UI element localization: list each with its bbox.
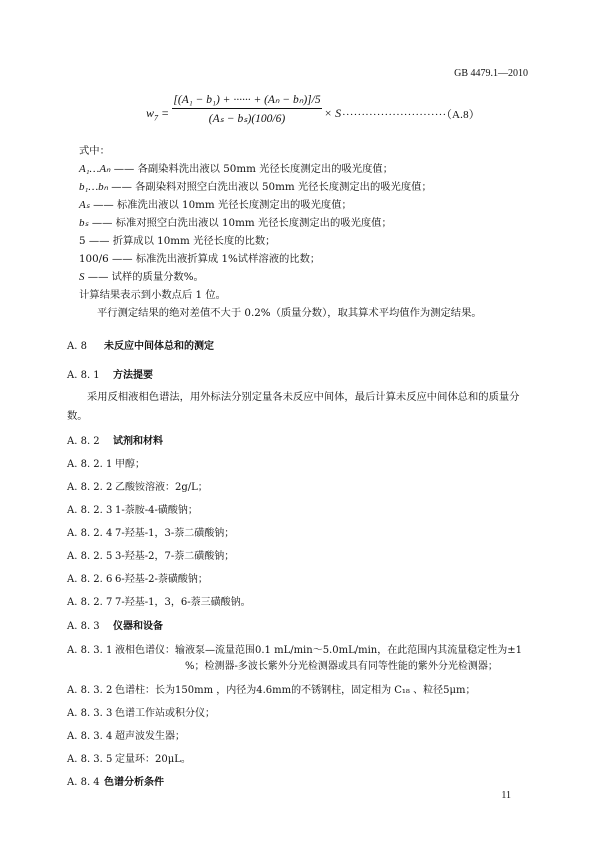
def-bs [79, 216, 392, 230]
section-title: 色谱分析条件 [104, 777, 164, 788]
def-text: —— 折算成以 10mm 光径长度的比数； [85, 235, 276, 247]
def-text: —— 各副染料洗出液以 50mm 光径长度测定出的吸光度值； [110, 163, 393, 175]
def-5 [79, 234, 275, 248]
def-s [79, 270, 204, 284]
item-text: 液相色谱仪：输液泵—流量范围0.1 mL/min～5.0mL/min，在此范围内其流量稳定性为±1 [115, 645, 522, 656]
section-number: A. 8. 2 [67, 436, 100, 447]
def-symbol: 5 [79, 235, 86, 247]
def-a1-an [79, 162, 393, 176]
def-symbol: Aₛ [79, 199, 90, 211]
section-number: A. 8. 1 [67, 370, 100, 381]
formula-lhs-var: w [146, 106, 155, 120]
section-title: 未反应中间体总和的测定 [104, 341, 214, 352]
item-number: A. 8. 2. 3 [67, 505, 113, 516]
formula-a8 [146, 92, 526, 136]
item-number: A. 8. 3. 4 [67, 731, 113, 742]
formula-leader-dots [342, 106, 480, 122]
equipment-item [67, 704, 215, 719]
formula-lhs [146, 106, 169, 122]
item-text: 定量环：20μL。 [115, 754, 191, 765]
leader-dots: ··························· [342, 109, 447, 121]
item-text: 7-羟基-1，3-萘二磺酸钠； [115, 528, 235, 539]
reagent-item [67, 478, 208, 493]
def-100-6 [79, 252, 320, 266]
item-text: 乙酸铵溶液：2g/L； [115, 482, 208, 493]
item-number: A. 8. 2. 5 [67, 551, 113, 562]
item-text: 色谱柱：长为150mm ，内径为4.6mm的不锈钢柱，固定相为 C₁₈ 、粒径5μm； [115, 685, 476, 696]
def-b1-bn [79, 180, 432, 194]
item-number: A. 8. 2. 6 [67, 574, 113, 585]
item-number: A. 8. 3. 3 [67, 708, 113, 719]
item-text: 色谱工作站或积分仪； [115, 708, 215, 719]
parallel-note: 平行测定结果的绝对差值不大于 0.2%（质量分数），取其算术平均值作为测定结果。 [97, 307, 482, 319]
equipment-item-cont: %；检测器-多波长紫外分光检测器或具有同等性能的紫外分光检测器； [185, 661, 498, 672]
def-text: —— 标准洗出液折算成 1%试样溶液的比数； [108, 253, 321, 265]
formula-equals: = [158, 106, 170, 120]
equipment-item [67, 727, 185, 742]
section-title: 试剂和材料 [113, 436, 163, 447]
section-a83-heading [67, 617, 163, 632]
def-text: —— 各副染料对照空白洗出液以 50mm 光径长度测定出的吸光度值； [108, 181, 432, 193]
equation-number: （A.8） [446, 109, 481, 121]
section-a84-heading [67, 773, 164, 788]
item-text: 超声波发生器； [115, 731, 185, 742]
equipment-item [67, 641, 522, 656]
reagent-item [67, 570, 208, 585]
item-text: 甲醇； [115, 459, 145, 470]
formula-fraction [172, 92, 322, 125]
section-a8-heading [67, 337, 214, 352]
calc-note: 计算结果表示到小数点后 1 位。 [79, 289, 226, 301]
def-symbol: 100/6 [79, 253, 109, 265]
section-a81-heading [67, 366, 153, 381]
def-text: —— 标准洗出液以 10mm 光径长度测定出的吸光度值； [89, 199, 352, 211]
item-text: 6-羟基-2-萘磺酸钠； [115, 574, 208, 585]
def-symbol: A₁…Aₙ [79, 163, 111, 175]
def-text: —— 试样的质量分数%。 [84, 271, 204, 283]
def-symbol: b₁…bₙ [79, 181, 108, 193]
def-as [79, 198, 352, 212]
item-number: A. 8. 3. 2 [67, 685, 113, 696]
def-symbol: bₛ [79, 217, 89, 229]
section-a82-heading [67, 432, 163, 447]
equipment-item [67, 681, 475, 696]
item-number: A. 8. 3. 5 [67, 754, 113, 765]
standard-number: GB 4479.1—2010 [454, 68, 528, 79]
item-number: A. 8. 2. 4 [67, 528, 113, 539]
item-number: A. 8. 2. 2 [67, 482, 113, 493]
reagent-item [67, 593, 251, 608]
section-title: 方法提要 [113, 370, 153, 381]
formula-numerator: [(A₁ − b₁) + ······ + (Aₙ − bₙ)]/5 [173, 94, 321, 106]
reagent-item [67, 547, 234, 562]
section-number: A. 8 [67, 341, 87, 352]
reagent-item [67, 524, 234, 539]
item-text: 1-萘胺-4-磺酸钠； [115, 505, 198, 516]
item-text: 3-羟基-2，7-萘二磺酸钠； [115, 551, 235, 562]
def-text: —— 标准对照空白洗出液以 10mm 光径长度测定出的吸光度值； [88, 217, 392, 229]
section-number: A. 8. 4 [67, 777, 100, 788]
where-title: 式中： [79, 145, 110, 157]
item-number: A. 8. 2. 7 [67, 597, 113, 608]
def-symbol: S [79, 271, 85, 283]
formula-multiplier: × S [324, 106, 342, 120]
formula-lhs-sub: 7 [154, 113, 159, 123]
method-summary: 采用反相液相色谱法，用外标法分别定量各未反应中间体，最后计算未反应中间体总和的质量分数。 [67, 391, 520, 422]
formula-denominator: (Aₛ − bₛ)(100/6) [208, 113, 286, 125]
item-number: A. 8. 3. 1 [67, 645, 113, 656]
section-number: A. 8. 3 [67, 621, 100, 632]
page-number: 11 [501, 790, 511, 801]
equipment-item [67, 750, 191, 765]
item-number: A. 8. 2. 1 [67, 459, 113, 470]
item-text: 7-羟基-1，3，6-萘三磺酸钠。 [115, 597, 251, 608]
reagent-item [67, 455, 145, 470]
reagent-item [67, 501, 198, 516]
section-title: 仪器和设备 [113, 621, 163, 632]
